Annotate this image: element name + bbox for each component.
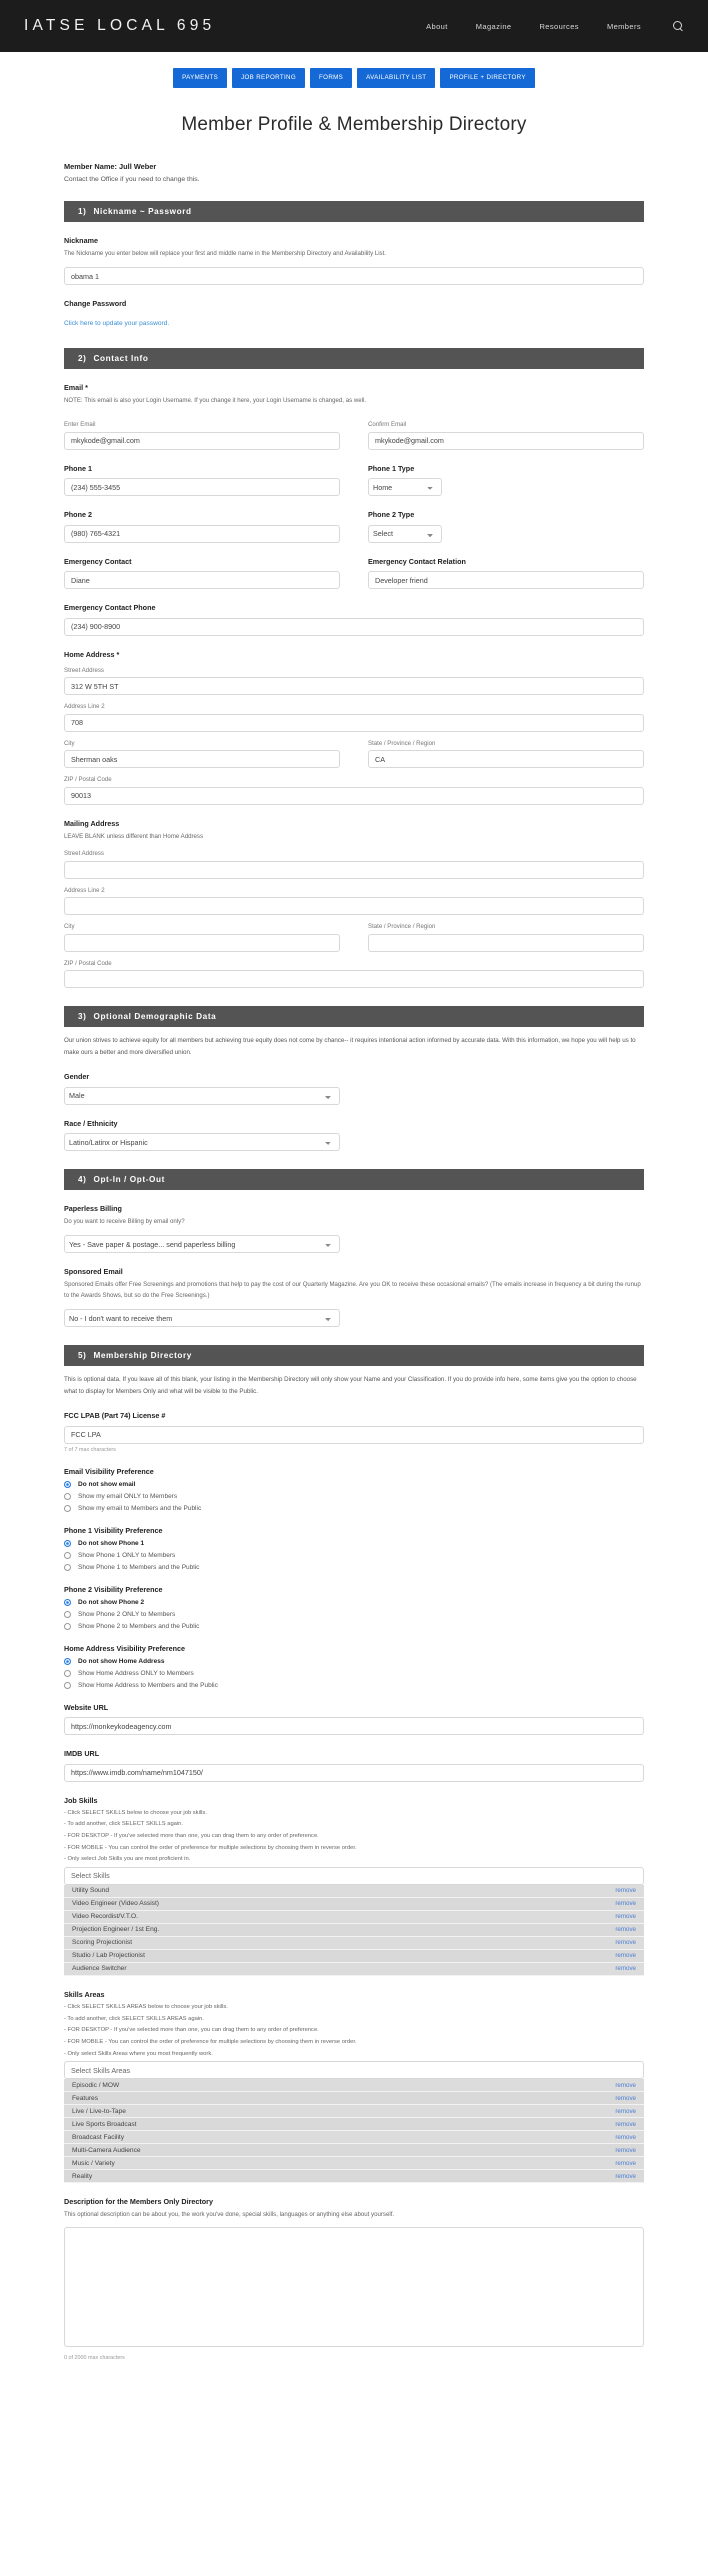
- remove-skill-link[interactable]: remove: [615, 2146, 636, 2154]
- street-address-input[interactable]: [64, 677, 644, 695]
- email-visibility-option-label: Show my email ONLY to Members: [78, 1492, 178, 1500]
- instruction-line: - To add another, click SELECT SKILLS again.: [64, 1821, 184, 1828]
- phone1-visibility-option-label: Do not show Phone 1: [78, 1539, 145, 1547]
- instruction-line: - FOR DESKTOP - If you've selected more than one, you can drag them to any order of preference.: [64, 2027, 319, 2034]
- label-enter-email: Enter Email: [64, 421, 96, 429]
- section-title: Nickname ~ Password: [93, 207, 192, 217]
- emergency-relation-input[interactable]: [368, 571, 644, 589]
- description-textarea[interactable]: [64, 2227, 644, 2347]
- section-header-membership-directory: [64, 1345, 644, 1366]
- remove-skill-link[interactable]: remove: [615, 2094, 636, 2102]
- mailing-address-line-2-input[interactable]: [64, 897, 644, 915]
- row-emergency: [64, 543, 644, 590]
- skill-row[interactable]: [64, 1898, 644, 1911]
- label-phone1-type: Phone 1 Type: [368, 463, 415, 473]
- instruction-line: - Only select Job Skills you are most proficient in.: [64, 1856, 191, 1863]
- remove-skill-link[interactable]: remove: [615, 1939, 636, 1947]
- help-mailing-address: LEAVE BLANK unless different than Home Address: [64, 832, 203, 840]
- skill-label: Multi-Camera Audience: [72, 2146, 141, 2154]
- row-phone2: [64, 496, 644, 543]
- fcc-license-input[interactable]: [64, 1426, 644, 1444]
- skill-row[interactable]: [64, 2079, 644, 2092]
- paperless-billing-select[interactable]: [64, 1235, 340, 1253]
- remove-skill-link[interactable]: remove: [615, 1926, 636, 1934]
- home-visibility-option-1[interactable]: [64, 1670, 644, 1677]
- label-skills-areas: Skills Areas: [64, 1989, 105, 1999]
- instruction-line: - Click SELECT SKILLS AREAS below to choose your job skills.: [64, 2003, 228, 2010]
- label-mailing-zip: ZIP / Postal Code: [64, 959, 112, 967]
- radio-icon[interactable]: [64, 1599, 71, 1606]
- radio-icon[interactable]: [64, 1505, 71, 1512]
- label-fcc-license: FCC LPAB (Part 74) License #: [64, 1411, 166, 1421]
- home-visibility-option-label: Show Home Address ONLY to Members: [78, 1669, 194, 1677]
- mailing-zip-input[interactable]: [64, 970, 644, 988]
- section-number: 4): [78, 1175, 87, 1185]
- radio-icon[interactable]: [64, 1552, 71, 1559]
- label-emergency-phone: Emergency Contact Phone: [64, 603, 156, 613]
- button-payments[interactable]: PAYMENTS: [173, 68, 227, 88]
- label-job-skills: Job Skills: [64, 1795, 98, 1805]
- remove-skill-link[interactable]: remove: [615, 2120, 636, 2128]
- instruction-line: - Click SELECT SKILLS below to choose your job skills.: [64, 1809, 207, 1816]
- state-input[interactable]: [368, 750, 644, 768]
- phone1-input[interactable]: [64, 478, 340, 496]
- phone2-visibility-option-1[interactable]: [64, 1611, 644, 1618]
- button-job-reporting[interactable]: JOB REPORTING: [232, 68, 305, 88]
- skill-label: Broadcast Facility: [72, 2133, 125, 2141]
- phone2-visibility-option-label: Do not show Phone 2: [78, 1598, 145, 1606]
- remove-skill-link[interactable]: remove: [615, 1965, 636, 1973]
- section-title: Membership Directory: [93, 1351, 192, 1361]
- label-imdb-url: IMDB URL: [64, 1749, 100, 1759]
- intro-demographic-data: Our union strives to achieve equity for all members but achieving true equity does not come by chance-- it requires intentional action informed by accurate data. With this information, we hope you will help us to make ours a better and more diversified union.: [64, 1037, 636, 1056]
- skill-label: Live / Live-to-Tape: [72, 2107, 126, 2115]
- radio-icon[interactable]: [64, 1623, 71, 1630]
- remove-skill-link[interactable]: remove: [615, 1900, 636, 1908]
- nav-item-about[interactable]: About: [426, 21, 448, 31]
- site-logo[interactable]: IATSE LOCAL 695: [24, 17, 216, 34]
- label-email-visibility: Email Visibility Preference: [64, 1466, 154, 1476]
- label-confirm-email: Confirm Email: [368, 421, 407, 429]
- skill-label: Studio / Lab Projectionist: [72, 1952, 145, 1960]
- site-header: [0, 0, 708, 52]
- remove-skill-link[interactable]: remove: [615, 1887, 636, 1895]
- section-title: Optional Demographic Data: [93, 1012, 217, 1022]
- select-skills-box[interactable]: Select Skills: [64, 1867, 644, 1885]
- label-phone1: Phone 1: [64, 463, 92, 473]
- remove-skill-link[interactable]: remove: [615, 2081, 636, 2089]
- phone2-visibility-radio-group: [64, 1599, 644, 1630]
- section-number: 2): [78, 354, 87, 364]
- phone2-visibility-option-label: Show Phone 2 to Members and the Public: [78, 1622, 200, 1630]
- website-url-input[interactable]: [64, 1717, 644, 1735]
- email-visibility-option-1[interactable]: [64, 1493, 644, 1500]
- label-emergency-contact: Emergency Contact: [64, 556, 132, 566]
- label-address-line-2: Address Line 2: [64, 703, 105, 711]
- home-visibility-option-label: Show Home Address to Members and the Public: [78, 1681, 218, 1689]
- label-race-ethnicity: Race / Ethnicity: [64, 1118, 118, 1128]
- nav-item-members[interactable]: Members: [606, 21, 641, 31]
- mailing-state-input[interactable]: [368, 934, 644, 952]
- phone2-visibility-option-0[interactable]: [64, 1599, 644, 1606]
- label-phone2: Phone 2: [64, 510, 92, 520]
- phone2-visibility-option-2[interactable]: [64, 1623, 644, 1630]
- email-visibility-radio-group: [64, 1481, 644, 1512]
- help-paperless-billing: Do you want to receive Billing by email only?: [64, 1218, 185, 1226]
- label-mailing-street: Street Address: [64, 850, 104, 858]
- label-mailing-state: State / Province / Region: [368, 923, 436, 931]
- description-counter: 0 of 2000 max characters: [64, 2354, 125, 2361]
- nickname-input[interactable]: [64, 267, 644, 285]
- label-street-address: Street Address: [64, 666, 104, 674]
- emergency-phone-input[interactable]: [64, 618, 644, 636]
- instruction-line: - FOR DESKTOP - If you've selected more than one, you can drag them to any order of preference.: [64, 1832, 319, 1839]
- label-mailing-city: City: [64, 923, 75, 931]
- remove-skill-link[interactable]: remove: [615, 2159, 636, 2167]
- email-visibility-option-label: Do not show email: [78, 1480, 136, 1488]
- skill-row[interactable]: [64, 2118, 644, 2131]
- row-mailing-city-state: [64, 915, 644, 952]
- phone2-visibility-option-label: Show Phone 2 ONLY to Members: [78, 1610, 176, 1618]
- enter-email-input[interactable]: [64, 432, 340, 450]
- fcc-license-counter: 7 of 7 max characters: [64, 1446, 116, 1453]
- help-nickname: The Nickname you enter below will replace your first and middle name in the Membership Directory and Availability List.: [64, 250, 386, 258]
- remove-skill-link[interactable]: remove: [615, 2133, 636, 2141]
- instruction-line: - To add another, click SELECT SKILLS AREAS again.: [64, 2015, 204, 2022]
- job-skills-instructions: [64, 1809, 644, 1864]
- skill-row[interactable]: [64, 1963, 644, 1976]
- label-change-password: Change Password: [64, 299, 127, 309]
- mailing-city-input[interactable]: [64, 934, 340, 952]
- radio-icon[interactable]: [64, 1564, 71, 1571]
- section-number: 3): [78, 1012, 87, 1022]
- label-sponsored-email: Sponsored Email: [64, 1267, 123, 1277]
- home-visibility-option-label: Do not show Home Address: [78, 1657, 165, 1665]
- skill-label: Video Engineer (Video Assist): [72, 1900, 159, 1908]
- sponsored-email-select[interactable]: [64, 1309, 340, 1327]
- skill-label: Live Sports Broadcast: [72, 2120, 137, 2128]
- search-icon[interactable]: [673, 21, 684, 32]
- skill-row[interactable]: [64, 2105, 644, 2118]
- city-input[interactable]: [64, 750, 340, 768]
- skills-areas-list: [64, 2079, 644, 2183]
- skill-row[interactable]: [64, 1937, 644, 1950]
- section-number: 1): [78, 207, 87, 217]
- skill-label: Audience Switcher: [72, 1965, 127, 1973]
- address-line-2-input[interactable]: [64, 714, 644, 732]
- label-city: City: [64, 739, 75, 747]
- remove-skill-link[interactable]: remove: [615, 2107, 636, 2115]
- phone2-input[interactable]: [64, 525, 340, 543]
- label-nickname: Nickname: [64, 236, 98, 246]
- skill-row[interactable]: [64, 1924, 644, 1937]
- label-description: Description for the Members Only Directory: [64, 2197, 213, 2207]
- instruction-line: - FOR MOBILE - You can control the order of preference for multiple selections by choosing them in reverse order.: [64, 2039, 357, 2046]
- radio-icon[interactable]: [64, 1611, 71, 1618]
- remove-skill-link[interactable]: remove: [615, 1952, 636, 1960]
- home-visibility-option-0[interactable]: [64, 1658, 644, 1665]
- radio-icon[interactable]: [64, 1670, 71, 1677]
- help-email: NOTE: This email is also your Login Username. If you change it here, your Login Username is changed, as well.: [64, 397, 367, 405]
- phone1-visibility-option-0[interactable]: [64, 1540, 644, 1547]
- section-header-demographic-data: [64, 1006, 644, 1027]
- label-paperless-billing: Paperless Billing: [64, 1204, 122, 1214]
- nav-item-resources[interactable]: Resources: [539, 21, 579, 31]
- phone1-visibility-option-label: Show Phone 1 to Members and the Public: [78, 1563, 200, 1571]
- skill-label: Episodic / MOW: [72, 2081, 120, 2089]
- instruction-line: - FOR MOBILE - You can control the order of preference for multiple selections by choosing them in reverse order.: [64, 1844, 357, 1851]
- skill-row[interactable]: [64, 2092, 644, 2105]
- help-description: This optional description can be about you, the work you've done, special skills, languages or anything else about yourself.: [64, 2211, 395, 2219]
- skill-row[interactable]: [64, 1950, 644, 1963]
- row-phone1: [64, 450, 644, 497]
- confirm-email-input[interactable]: [368, 432, 644, 450]
- change-password-link[interactable]: Click here to update your password.: [64, 320, 170, 328]
- phone1-type-select[interactable]: [368, 478, 442, 496]
- section-header-opt-in-opt-out: [64, 1169, 644, 1190]
- label-phone2-type: Phone 2 Type: [368, 510, 415, 520]
- label-home-address: Home Address *: [64, 649, 120, 659]
- label-phone2-visibility: Phone 2 Visibility Preference: [64, 1584, 163, 1594]
- skill-label: Utility Sound: [72, 1887, 110, 1895]
- imdb-url-input[interactable]: [64, 1764, 644, 1782]
- label-website-url: Website URL: [64, 1702, 109, 1712]
- member-name-note: Contact the Office if you need to change this.: [64, 176, 200, 184]
- radio-icon[interactable]: [64, 1493, 71, 1500]
- zip-input[interactable]: [64, 787, 644, 805]
- help-sponsored-email: Sponsored Emails offer Free Screenings and promotions that help to pay the cost of our Quarterly Magazine. Are you OK to receive these occasional emails? (The emails increase in frequency a bit during the runup to the Awards Shows, but so do the Free Screenings.): [64, 1281, 641, 1299]
- emergency-contact-input[interactable]: [64, 571, 340, 589]
- race-ethnicity-select[interactable]: [64, 1133, 340, 1151]
- section-title: Contact Info: [93, 354, 149, 364]
- skill-row[interactable]: [64, 2144, 644, 2157]
- label-zip: ZIP / Postal Code: [64, 776, 112, 784]
- skill-row[interactable]: [64, 2157, 644, 2170]
- button-forms[interactable]: FORMS: [310, 68, 352, 88]
- label-email: Email *: [64, 383, 88, 393]
- home-visibility-option-2[interactable]: [64, 1682, 644, 1689]
- phone1-visibility-option-2[interactable]: [64, 1564, 644, 1571]
- skill-label: Music / Variety: [72, 2159, 115, 2167]
- radio-icon[interactable]: [64, 1658, 71, 1665]
- mailing-street-input[interactable]: [64, 861, 644, 879]
- row-email: [64, 413, 644, 450]
- home-address-visibility-radio-group: [64, 1658, 644, 1689]
- button-availability-list[interactable]: AVAILABILITY LIST: [357, 68, 435, 88]
- skill-label: Video Recordist/V.T.O.: [72, 1913, 138, 1921]
- label-home-address-visibility: Home Address Visibility Preference: [64, 1643, 186, 1653]
- label-emergency-relation: Emergency Contact Relation: [368, 556, 466, 566]
- select-skills-areas-box[interactable]: Select Skills Areas: [64, 2061, 644, 2079]
- skill-label: Scoring Projectionist: [72, 1939, 133, 1947]
- skill-row[interactable]: [64, 2131, 644, 2144]
- section-header-nickname-password: [64, 201, 644, 222]
- intro-membership-directory: This is optional data. If you leave all of this blank, your listing in the Membership Directory will only show your Name and your Classification. If you do provide info here, some items give you the option to choose what to display for Members Only and what will be visible to the Public.: [64, 1376, 637, 1395]
- member-profile-form: [64, 162, 644, 2381]
- member-name: Member Name: Jull Weber: [64, 162, 157, 172]
- row-city-state: [64, 732, 644, 769]
- skills-areas-instructions: [64, 2003, 644, 2058]
- label-mailing-address-line-2: Address Line 2: [64, 886, 105, 894]
- gender-select[interactable]: [64, 1087, 340, 1105]
- skill-row[interactable]: [64, 2170, 644, 2183]
- remove-skill-link[interactable]: remove: [615, 2172, 636, 2180]
- skill-row[interactable]: [64, 1885, 644, 1898]
- quicklinks-bar: [0, 52, 708, 100]
- nav-item-magazine[interactable]: Magazine: [475, 21, 512, 31]
- section-header-contact-info: [64, 348, 644, 369]
- label-gender: Gender: [64, 1072, 90, 1082]
- section-number: 5): [78, 1351, 87, 1361]
- main-nav: [426, 21, 684, 32]
- skill-label: Projection Engineer / 1st Eng.: [72, 1926, 160, 1934]
- radio-icon[interactable]: [64, 1682, 71, 1689]
- skill-label: Features: [72, 2094, 99, 2102]
- skill-row[interactable]: [64, 1911, 644, 1924]
- label-phone1-visibility: Phone 1 Visibility Preference: [64, 1525, 163, 1535]
- section-title: Opt-In / Opt-Out: [93, 1175, 165, 1185]
- instruction-line: - Only select Skills Areas where you most frequently work.: [64, 2050, 213, 2057]
- page-title: Member Profile & Membership Directory: [181, 114, 527, 136]
- phone2-type-select[interactable]: [368, 525, 442, 543]
- label-mailing-address: Mailing Address: [64, 818, 120, 828]
- label-state: State / Province / Region: [368, 739, 436, 747]
- email-visibility-option-0[interactable]: [64, 1481, 644, 1488]
- skill-label: Reality: [72, 2172, 93, 2180]
- job-skills-list: [64, 1885, 644, 1976]
- phone1-visibility-option-label: Show Phone 1 ONLY to Members: [78, 1551, 176, 1559]
- button-profile-directory[interactable]: PROFILE + DIRECTORY: [440, 68, 534, 88]
- email-visibility-option-label: Show my email to Members and the Public: [78, 1504, 202, 1512]
- phone1-visibility-radio-group: [64, 1540, 644, 1571]
- phone1-visibility-option-1[interactable]: [64, 1552, 644, 1559]
- radio-icon[interactable]: [64, 1540, 71, 1547]
- remove-skill-link[interactable]: remove: [615, 1913, 636, 1921]
- email-visibility-option-2[interactable]: [64, 1505, 644, 1512]
- radio-icon[interactable]: [64, 1481, 71, 1488]
